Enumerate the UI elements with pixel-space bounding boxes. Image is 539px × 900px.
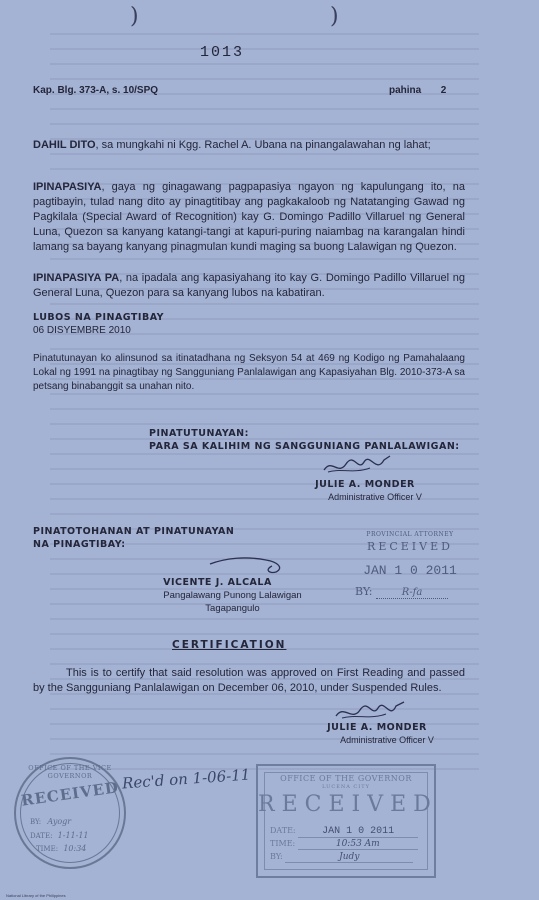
stamp-by-line xyxy=(270,852,413,863)
page-number: 2 xyxy=(440,85,447,96)
stamp-by-value: R-fa xyxy=(376,587,448,599)
stamp-date: JAN 1 0 2011 xyxy=(363,563,457,578)
paragraph-text: , na ipadala ang kapasiyahang ito kay G. Domingo Padillo Villaruel ng General Luna, Quezon para sa kanyang lubos na kabatiran. xyxy=(33,272,465,299)
stamp-time-value: 10:34 xyxy=(63,844,87,853)
approval-heading: PINATOTOHANAN AT PINATUNAYAN xyxy=(33,526,235,537)
stamp-ring-text: OFFICE OF THE VICE GOVERNOR xyxy=(28,764,112,780)
governor-received-stamp xyxy=(256,764,436,878)
stamp-time-line xyxy=(270,839,418,850)
approved-date: 06 DISYEMBRE 2010 xyxy=(33,325,131,336)
attestation-signer-title: Administrative Officer V xyxy=(328,492,422,502)
stamp-date-value: JAN 1 0 2011 xyxy=(298,826,418,838)
paragraph-dahil-dito xyxy=(33,138,465,153)
handwritten-received-note: Rec'd on 1-06-11 xyxy=(121,765,251,793)
provincial-attorney-received-stamp xyxy=(355,531,465,599)
attestation-heading: PINATUTUNAYAN: xyxy=(149,428,249,439)
stamp-by-line xyxy=(355,585,465,599)
vice-governor-received-stamp xyxy=(14,757,126,869)
approval-subheading: NA PINAGTIBAY: xyxy=(33,539,126,550)
stamp-by-value: Ayogr xyxy=(47,817,72,826)
stamp-date-label: DATE: xyxy=(270,826,296,835)
approval-signer-subtitle: Tagapangulo xyxy=(205,603,260,614)
approved-label: LUBOS NA PINAGTIBAY xyxy=(33,312,165,323)
stamp-by-line xyxy=(30,817,71,826)
stamp-label: RECEIVED xyxy=(367,540,453,553)
attestation-signer-name: JULIE A. MONDER xyxy=(315,479,415,490)
document-serial-number: 1013 xyxy=(200,44,245,61)
punch-hole-mark: ) xyxy=(130,4,139,29)
stamp-office: OFFICE OF THE GOVERNOR xyxy=(280,774,412,783)
stamp-date-value: 1-11-11 xyxy=(57,831,89,840)
paragraph-text: , sa mungkahi ni Kgg. Rachel A. Ubana na pinangalawahan ng lahat; xyxy=(95,139,431,151)
stamp-date-line xyxy=(30,831,89,840)
attestation-subheading: PARA SA KALIHIM NG SANGGUNIANG PANLALAWIGAN: xyxy=(149,441,460,452)
stamp-time-value: 10:53 Am xyxy=(298,839,418,850)
archive-footer: National Library of the Philippines xyxy=(6,893,66,898)
stamp-date-line xyxy=(270,826,418,838)
stamp-by-value: Judy xyxy=(285,852,413,863)
paragraph-text: , gaya ng ginagawang pagpapasiya ngayon ng kapulungang ito, na pagtibayin, tulad nang dito ay pinagtitibay ang pagkakaloob ng Natatanging Gawad ng Pagkilala (Special Award of Recognition) kay G. Domingo Padillo Villaruel ng General Luna, Quezon sa kanyang katangi-tangi at kapuri-puring naiambag na karangalan hindi lamang sa bayang kanyang pinagmulan kundi maging sa buong Lalawigan ng Quezon. xyxy=(33,181,465,253)
paragraph-lead: DAHIL DITO xyxy=(33,139,96,151)
paragraph-ipinapasiya-pa xyxy=(33,271,465,301)
stamp-by-label: BY: xyxy=(355,585,373,598)
certification-signer-title: Administrative Officer V xyxy=(340,735,434,745)
stamp-time-label: TIME: xyxy=(36,845,59,853)
certification-title: CERTIFICATION xyxy=(172,639,287,651)
attestation-paragraph: Pinatutunayan ko alinsunod sa itinatadhana ng Seksyon 54 at 469 ng Kodigo ng Pamahalaang Lokal ng 1991 na pinagtibay ng Sangguniang Panlalawigan ang Kapasiyahan Blg. 2010-373-A sa petsang binabanggit sa unahan nito. xyxy=(33,353,465,392)
approval-signer-title: Pangalawang Punong Lalawigan xyxy=(163,590,302,601)
stamp-by-label: BY: xyxy=(30,818,42,826)
page-indicator xyxy=(389,85,446,96)
stamp-center-label: RECEIVED xyxy=(20,778,120,810)
certification-text: This is to certify that said resolution was approved on First Reading and passed by the Sangguniang Panlalawigan on December 06, 2010, under Suspended Rules. xyxy=(33,667,465,694)
stamp-time-label: TIME: xyxy=(270,839,296,848)
stamp-time-line xyxy=(36,844,86,853)
paragraph-lead: IPINAPASIYA PA xyxy=(33,272,120,284)
certification-signer-name: JULIE A. MONDER xyxy=(327,722,427,733)
punch-hole-mark: ) xyxy=(330,4,339,29)
signature-julie-attest xyxy=(318,452,398,482)
paragraph-ipinapasiya xyxy=(33,180,465,255)
stamp-by-label: BY: xyxy=(270,852,283,861)
stamp-office: PROVINCIAL ATTORNEY xyxy=(366,531,454,538)
page-label: pahina xyxy=(389,85,422,96)
stamp-date-label: DATE: xyxy=(30,832,53,840)
paragraph-lead: IPINAPASIYA xyxy=(33,181,102,193)
stamp-city: LUCENA CITY xyxy=(322,784,370,790)
signature-vicente xyxy=(206,548,296,578)
stamp-label: RECEIVED xyxy=(258,792,438,817)
resolution-reference: Kap. Blg. 373-A, s. 10/SPQ xyxy=(33,85,159,96)
approval-signer-name: VICENTE J. ALCALA xyxy=(163,577,272,588)
